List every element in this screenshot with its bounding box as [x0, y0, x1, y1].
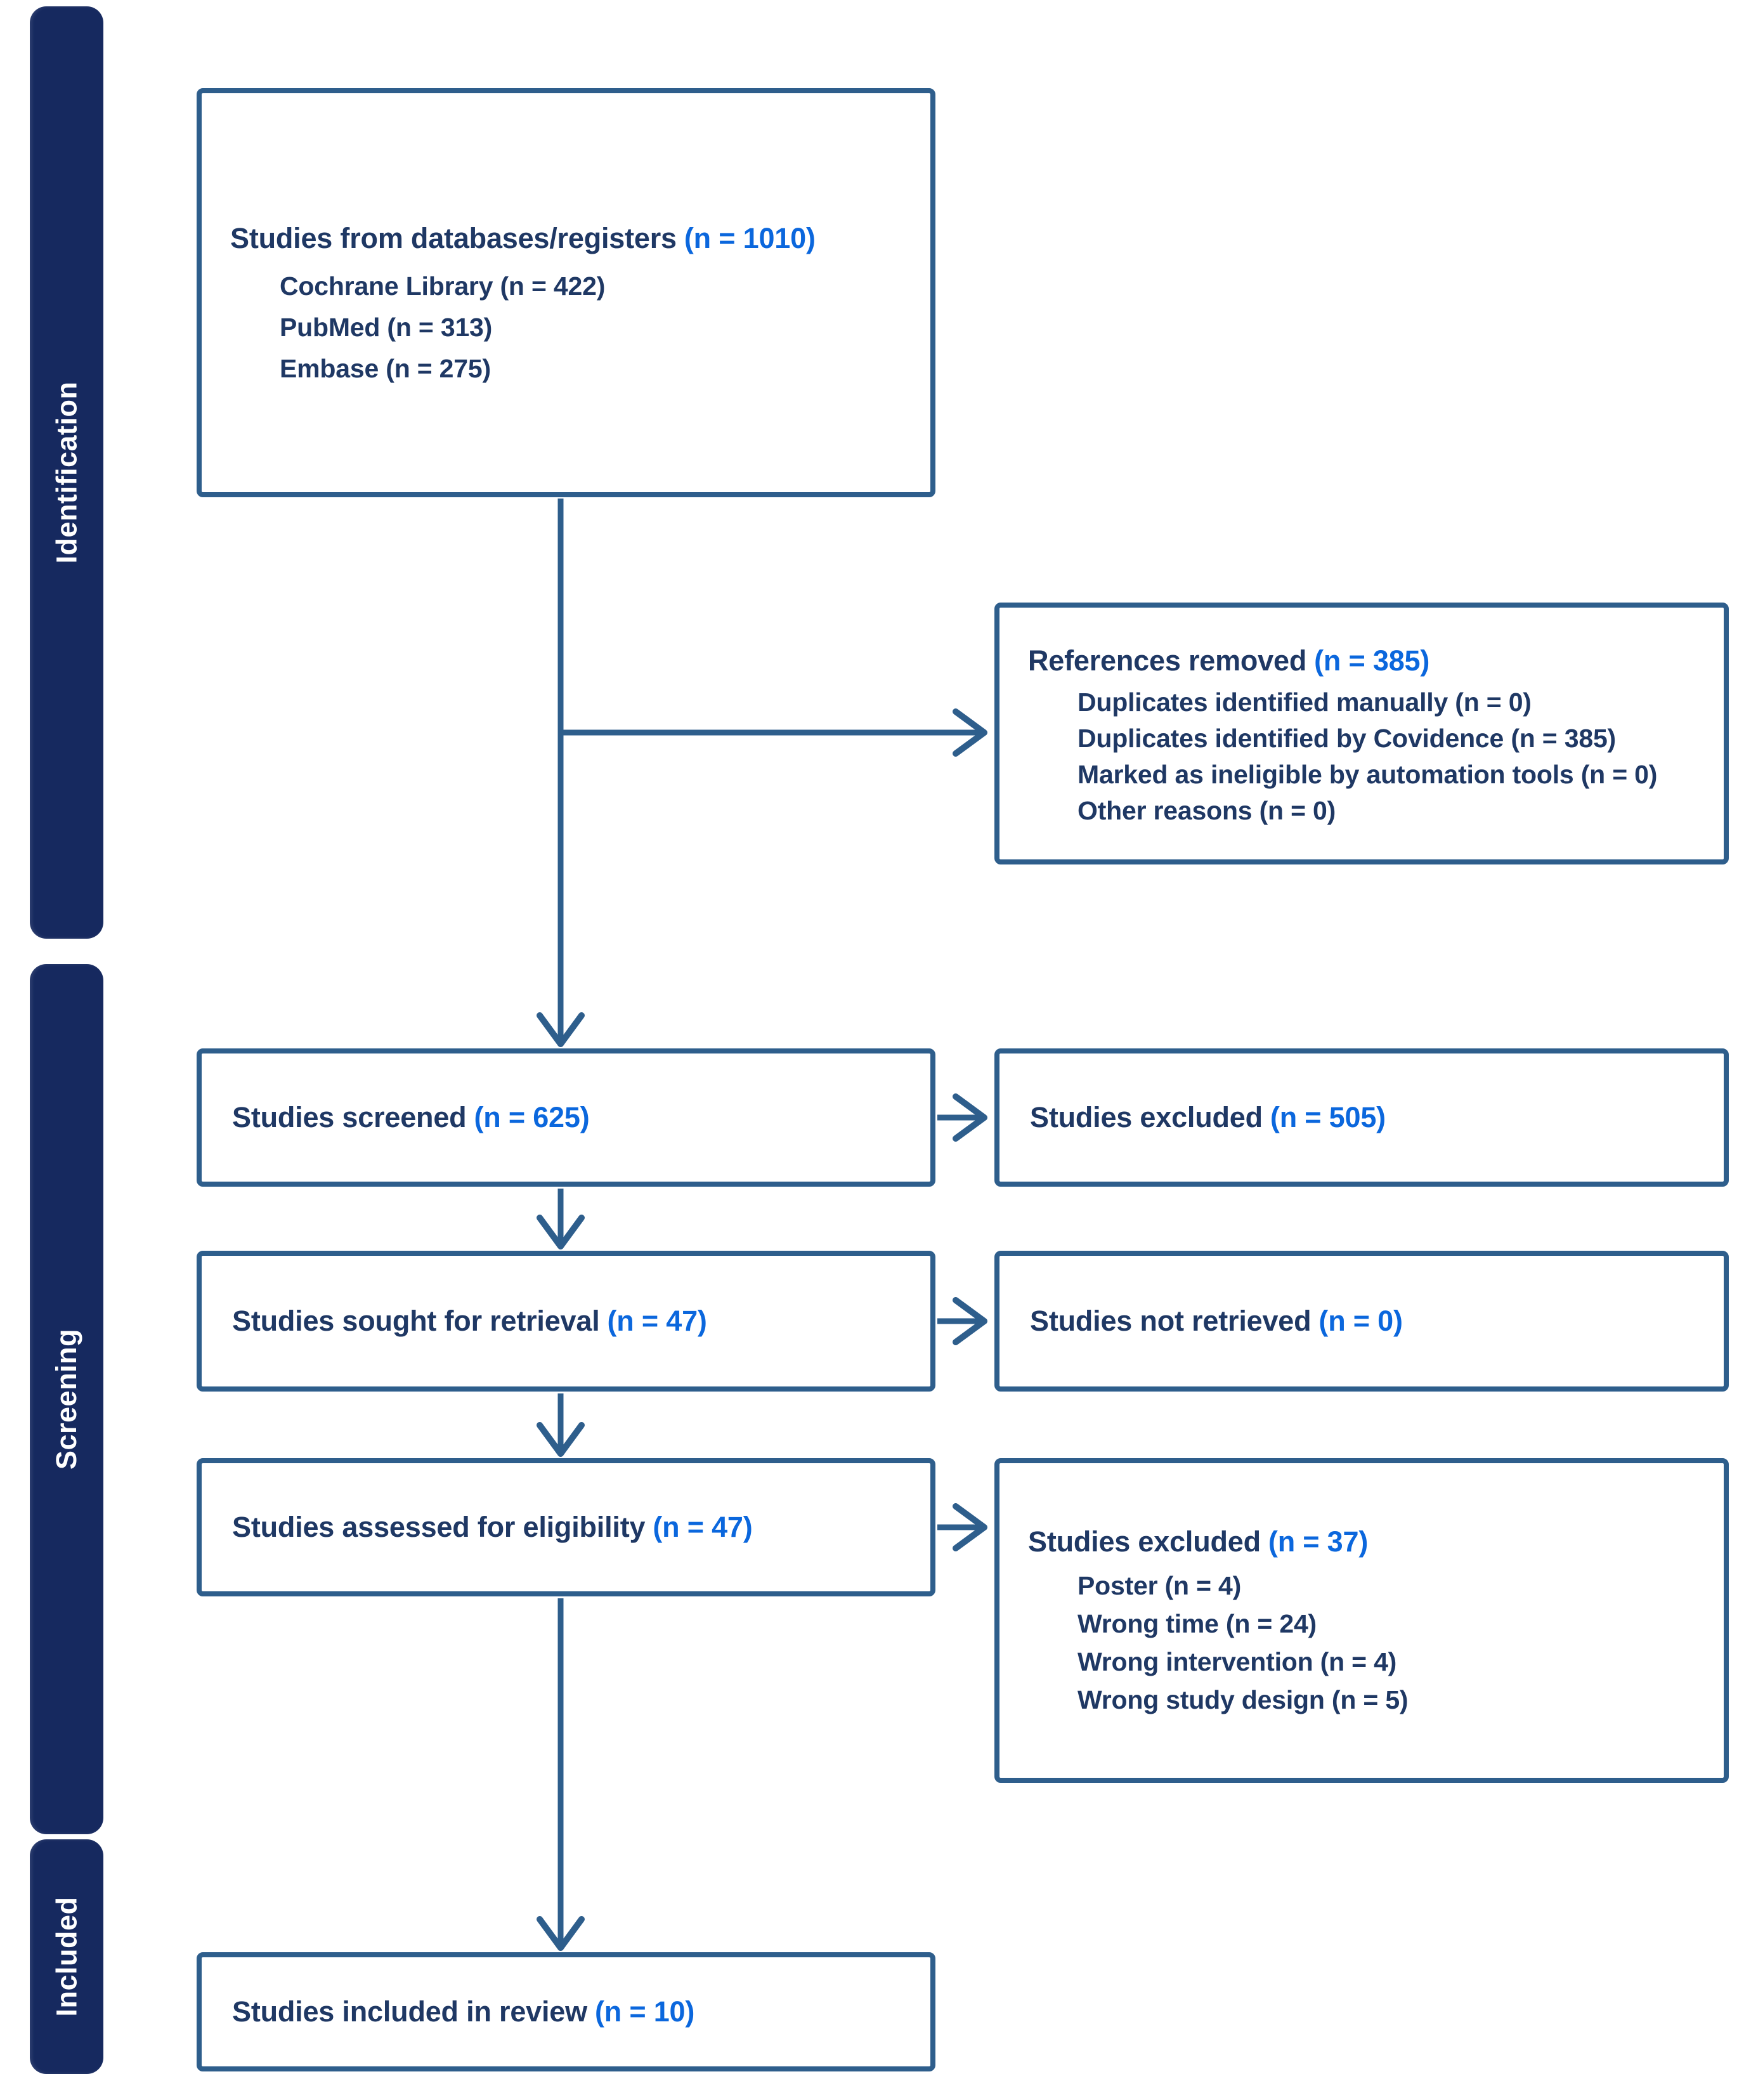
stage-label-identification: Identification: [50, 381, 82, 564]
box-references-removed-sublist: [1077, 684, 1708, 829]
box-sought: [197, 1251, 935, 1392]
stage-label-included: Included: [50, 1896, 83, 2017]
box-sought-title: Studies sought for retrieval (n = 47): [232, 1305, 707, 1337]
box-excluded-eligibility-sublist: [1077, 1567, 1708, 1719]
arrow-sought-to-not-retrieved: [937, 1300, 984, 1342]
arrow-screened-to-excluded: [937, 1097, 984, 1138]
sub-item: Embase (n = 275): [280, 354, 491, 383]
box-screened: [197, 1048, 935, 1187]
box-not-retrieved-title: Studies not retrieved (n = 0): [1030, 1305, 1403, 1337]
stage-bar-identification: [30, 6, 103, 939]
sub-item: Duplicates identified by Covidence (n = 385): [1077, 724, 1616, 753]
box-assessed: [197, 1458, 935, 1596]
box-screened-title: Studies screened (n = 625): [232, 1101, 590, 1133]
box-excluded-eligibility-title: Studies excluded (n = 37): [1028, 1525, 1369, 1558]
stage-bar-included: [30, 1839, 103, 2074]
box-references-removed-title: References removed (n = 385): [1028, 644, 1430, 677]
sub-item: Wrong time (n = 24): [1077, 1609, 1317, 1638]
box-excluded-screening-title: Studies excluded (n = 505): [1030, 1101, 1386, 1133]
sub-item: Duplicates identified manually (n = 0): [1077, 688, 1532, 717]
arrow-screened-to-sought: [540, 1189, 582, 1246]
arrow-sought-to-assessed: [540, 1393, 582, 1454]
box-excluded-eligibility: [994, 1458, 1729, 1783]
sub-item: PubMed (n = 313): [280, 313, 493, 342]
box-databases: [197, 88, 935, 497]
box-included-title: Studies included in review (n = 10): [232, 1995, 695, 2028]
sub-item: Other reasons (n = 0): [1077, 796, 1336, 825]
box-databases-title: Studies from databases/registers (n = 1010): [230, 222, 816, 254]
box-assessed-title: Studies assessed for eligibility (n = 47): [232, 1511, 753, 1543]
sub-item: Poster (n = 4): [1077, 1571, 1242, 1600]
sub-item: Cochrane Library (n = 422): [280, 271, 606, 301]
sub-item: Wrong intervention (n = 4): [1077, 1647, 1397, 1676]
arrow-branch-to-references-removed: [561, 712, 984, 753]
box-references-removed: [994, 603, 1729, 864]
sub-item: Wrong study design (n = 5): [1077, 1685, 1409, 1714]
stage-bar-screening: [30, 964, 103, 1834]
box-databases-sublist: [280, 266, 908, 389]
arrow-databases-to-screened: [540, 499, 582, 1044]
stage-label-screening: Screening: [50, 1328, 83, 1470]
box-not-retrieved: [994, 1251, 1729, 1392]
arrow-assessed-to-excluded: [937, 1506, 984, 1548]
box-excluded-screening: [994, 1048, 1729, 1187]
arrow-assessed-to-included: [540, 1598, 582, 1948]
sub-item: Marked as ineligible by automation tools (n = 0): [1077, 760, 1658, 789]
box-included: [197, 1952, 935, 2071]
